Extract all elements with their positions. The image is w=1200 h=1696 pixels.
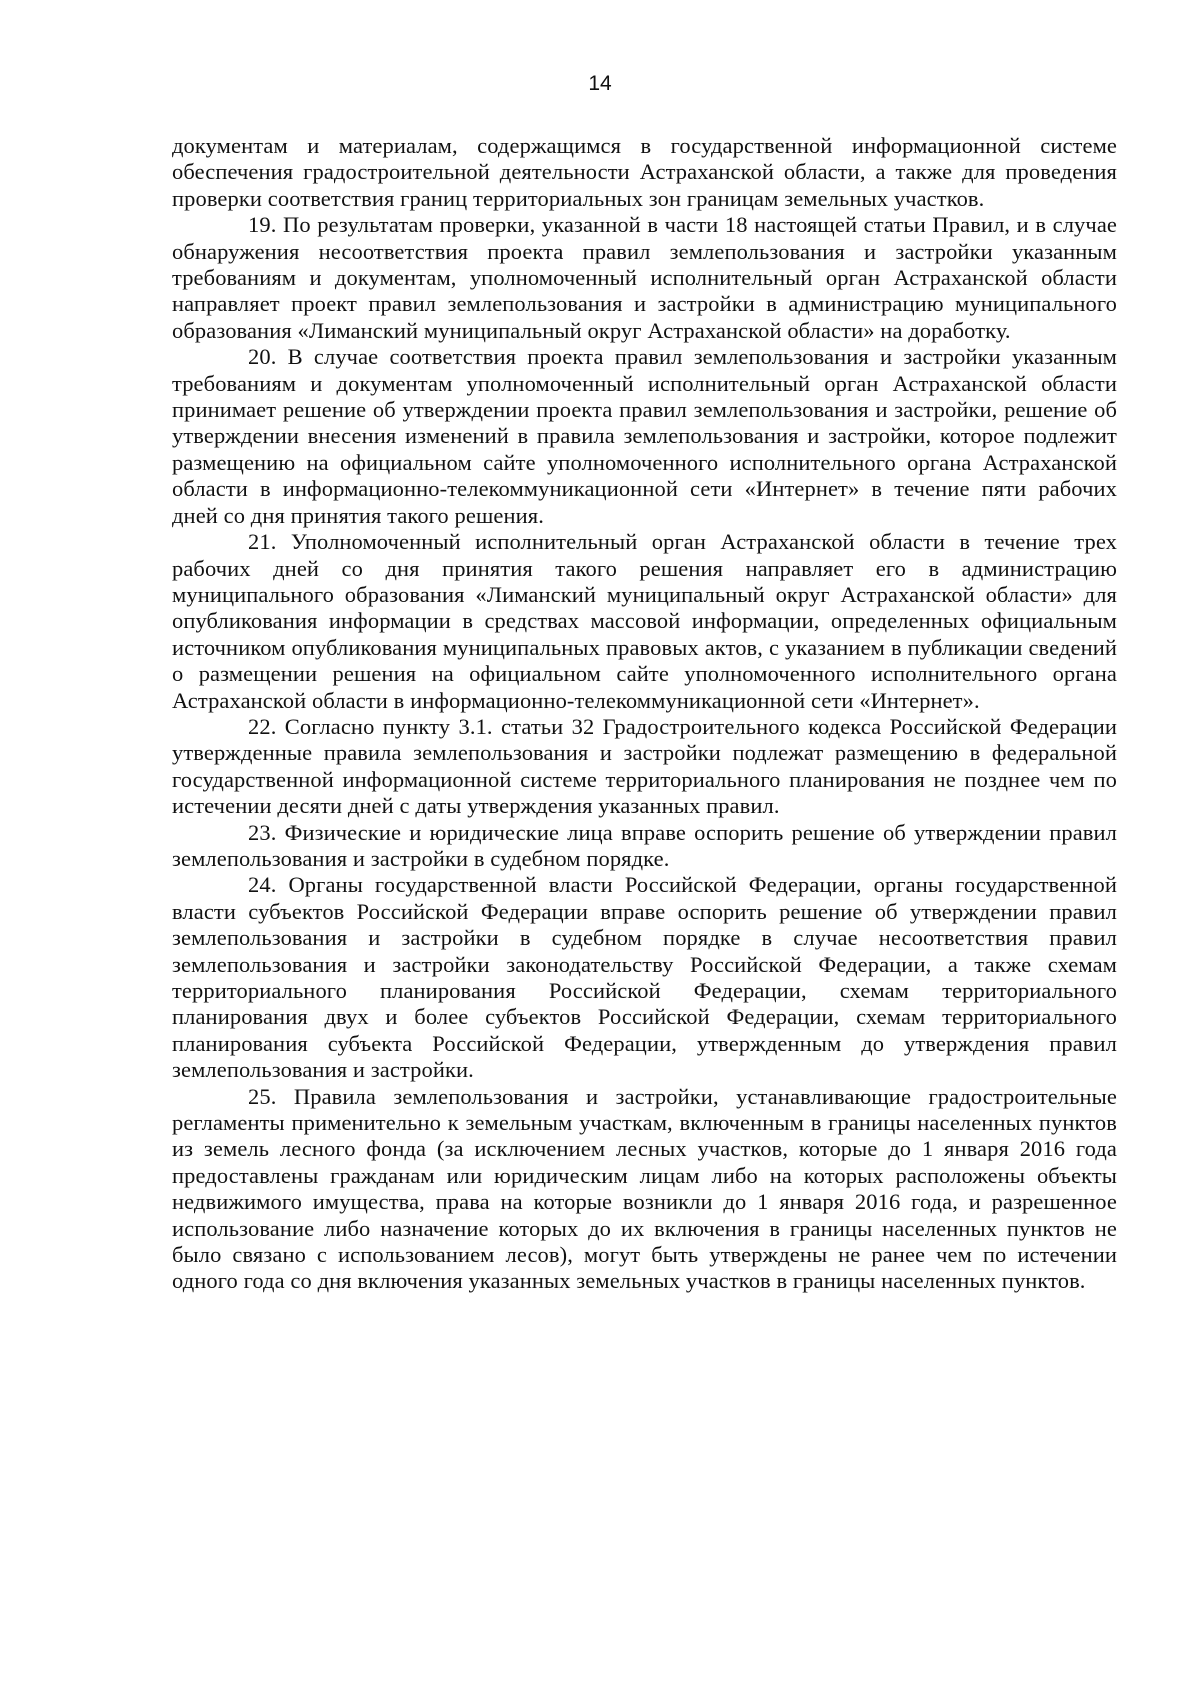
paragraph-continuation: документам и материалам, содержащимся в государственной информационной системе обеспечения градостроительной деятельности Астраханской области, а также для проведения проверки соответствия границ территориальных зон границам земельных участков. (172, 133, 1117, 211)
document-body (172, 133, 1117, 1295)
paragraph-20: 20. В случае соответствия проекта правил землепользования и застройки указанным требованиям и документам уполномоченный исполнительный орган Астраханской области принимает решение об утверждении проекта правил землепользования и застройки, решение об утверждении внесения изменений в правила землепользования и застройки, которое подлежит размещению на официальном сайте уполномоченного исполнительного органа Астраханской области в информационно-телекоммуникационной сети «Интернет» в течение пяти рабочих дней со дня принятия такого решения. (172, 344, 1117, 528)
paragraph-22: 22. Согласно пункту 3.1. статьи 32 Градостроительного кодекса Российской Федерации утвержденные правила землепользования и застройки подлежат размещению в федеральной государственной информационной системе территориального планирования не позднее чем по истечении десяти дней с даты утверждения указанных правил. (172, 713, 1117, 819)
page-number: 14 (588, 72, 612, 95)
paragraph-19: 19. По результатам проверки, указанной в части 18 настоящей статьи Правил, и в случае обнаружения несоответствия проекта правил землепользования и застройки указанным требованиям и документам, уполномоченный исполнительный орган Астраханской области направляет проект правил землепользования и застройки в администрацию муниципального образования «Лиманский муниципальный округ Астраханской области» на доработку. (172, 212, 1117, 343)
paragraph-21: 21. Уполномоченный исполнительный орган Астраханской области в течение трех рабочих дней со дня принятия такого решения направляет его в администрацию муниципального образования «Лиманский муниципальный округ Астраханской области» для опубликования информации в средствах массовой информации, определенных официальным источником опубликования муниципальных правовых актов, с указанием в публикации сведений о размещении решения на официальном сайте уполномоченного исполнительного органа Астраханской области в информационно-телекоммуникационной сети «Интернет». (172, 529, 1117, 713)
paragraph-24: 24. Органы государственной власти Российской Федерации, органы государственной власти субъектов Российской Федерации вправе оспорить решение об утверждении правил землепользования и застройки в судебном порядке в случае несоответствия правил землепользования и застройки законодательству Российской Федерации, а также схемам территориального планирования Российской Федерации, схемам территориального планирования двух и более субъектов Российской Федерации, схемам территориального планирования субъекта Российской Федерации, утвержденным до утверждения правил землепользования и застройки. (172, 872, 1117, 1083)
paragraph-23: 23. Физические и юридические лица вправе оспорить решение об утверждении правил землепользования и застройки в судебном порядке. (172, 819, 1117, 871)
paragraph-25: 25. Правила землепользования и застройки, устанавливающие градостроительные регламенты применительно к земельным участкам, включенным в границы населенных пунктов из земель лесного фонда (за исключением лесных участков, которые до 1 января 2016 года предоставлены гражданам или юридическим лицам либо на которых расположены объекты недвижимого имущества, права на которые возникли до 1 января 2016 года, и разрешенное использование либо назначение которых до их включения в границы населенных пунктов не было связано с использованием лесов), могут быть утверждены не ранее чем по истечении одного года со дня включения указанных земельных участков в границы населенных пунктов. (172, 1083, 1117, 1294)
